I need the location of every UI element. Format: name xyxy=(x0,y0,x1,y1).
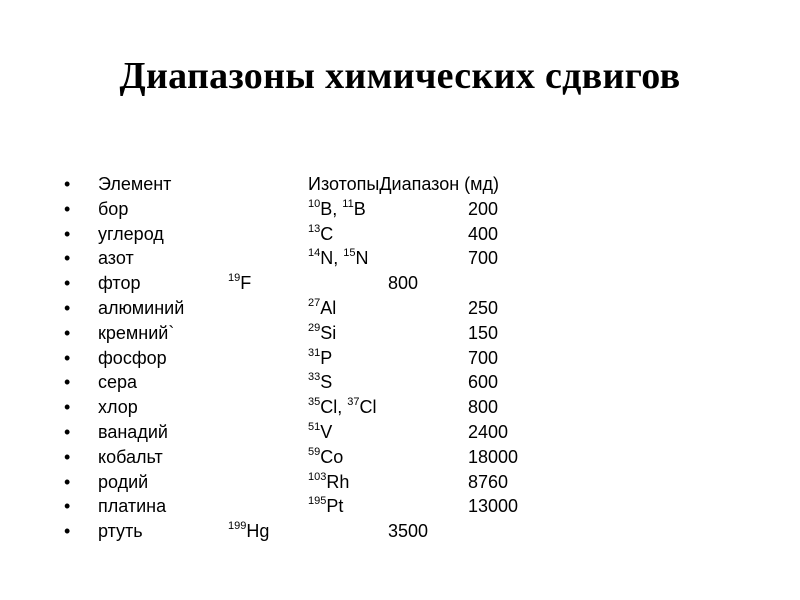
range-value: 18000 xyxy=(468,446,519,467)
isotopes xyxy=(228,271,251,296)
range-value: 3500 xyxy=(388,521,429,542)
list-item xyxy=(0,246,800,271)
isotope-mass: 59 xyxy=(308,445,321,458)
list-item xyxy=(0,296,800,321)
element-name: фтор xyxy=(98,273,141,294)
bullet-icon: • xyxy=(64,297,71,318)
page-title: Диапазоны химических сдвигов xyxy=(119,55,681,97)
header-isotopes xyxy=(308,172,499,197)
isotope-mass: 51 xyxy=(308,420,321,433)
bullet-icon: • xyxy=(64,223,71,244)
bullet-icon: • xyxy=(64,198,71,219)
isotopes xyxy=(308,470,349,495)
range-value: 13000 xyxy=(468,496,519,517)
element-name: платина xyxy=(98,496,167,517)
isotope-symbol: B xyxy=(320,198,333,219)
isotope-separator: , xyxy=(333,248,344,269)
bullet-icon: • xyxy=(64,372,71,393)
isotope-symbol: Al xyxy=(320,297,337,318)
isotope-symbol: P xyxy=(320,347,333,368)
bullet-icon: • xyxy=(64,322,71,343)
header-element: Элемент xyxy=(98,174,172,194)
isotope-symbol: Cl xyxy=(359,397,377,418)
range-value: 8760 xyxy=(468,471,509,492)
element-name: ванадий xyxy=(98,421,168,442)
isotope-mass: 10 xyxy=(308,197,321,210)
element-name: фосфор xyxy=(98,347,167,368)
isotope-symbol: Rh xyxy=(326,471,350,492)
element-name: азот xyxy=(98,248,134,269)
isotope-symbol: B xyxy=(353,198,366,219)
isotope-symbol: N xyxy=(355,248,369,269)
isotope-mass: 103 xyxy=(308,470,327,483)
isotope-symbol: F xyxy=(240,273,252,294)
list-rows xyxy=(0,197,800,544)
bullet-icon: • xyxy=(64,521,71,542)
range-value: 800 xyxy=(468,397,499,418)
range-value: 250 xyxy=(468,297,499,318)
element-name: кобальт xyxy=(98,446,163,467)
isotope-mass: 19 xyxy=(228,272,241,285)
header-isotopes-label: Изотопы xyxy=(308,174,380,194)
list-item xyxy=(0,271,800,296)
isotope-separator: , xyxy=(337,397,348,418)
isotope-mass: 31 xyxy=(308,346,321,359)
isotope-symbol: S xyxy=(320,372,333,393)
range-value: 400 xyxy=(468,223,499,244)
list-item xyxy=(0,519,800,544)
isotope-symbol: Co xyxy=(320,446,344,467)
bullet-icon: • xyxy=(64,347,71,368)
isotopes xyxy=(308,296,336,321)
bullet-icon: • xyxy=(64,248,71,269)
range-value: 600 xyxy=(468,372,499,393)
isotope-symbol: Hg xyxy=(246,521,270,542)
isotopes xyxy=(308,346,332,371)
list-item xyxy=(0,470,800,495)
isotope-separator: , xyxy=(332,198,343,219)
list-item xyxy=(0,420,800,445)
list-item xyxy=(0,197,800,222)
isotopes xyxy=(308,197,366,222)
range-value: 2400 xyxy=(468,421,509,442)
isotope-symbol: C xyxy=(320,223,334,244)
isotope-mass: 33 xyxy=(308,371,321,384)
range-value: 700 xyxy=(468,347,499,368)
element-name: бор xyxy=(98,198,129,219)
list-item xyxy=(0,395,800,420)
element-name: кремний` xyxy=(98,322,175,343)
element-name: алюминий xyxy=(98,297,185,318)
isotope-mass: 195 xyxy=(308,495,327,508)
isotopes xyxy=(308,420,332,445)
isotope-mass: 37 xyxy=(347,396,360,409)
element-name: сера xyxy=(98,372,138,393)
list-item xyxy=(0,494,800,519)
isotopes xyxy=(308,370,332,395)
isotope-mass: 199 xyxy=(228,520,247,533)
element-name: хлор xyxy=(98,397,138,418)
isotope-symbol: Pt xyxy=(326,496,344,517)
isotope-mass: 13 xyxy=(308,222,321,235)
range-value: 150 xyxy=(468,322,499,343)
header-range: Диапазон (мд) xyxy=(379,174,500,194)
isotope-mass: 14 xyxy=(308,247,321,260)
element-name: углерод xyxy=(98,223,164,244)
isotope-symbol: Cl xyxy=(320,397,338,418)
list-item xyxy=(0,346,800,371)
isotopes xyxy=(308,321,336,346)
list-item xyxy=(0,370,800,395)
range-value: 200 xyxy=(468,198,499,219)
isotopes xyxy=(308,222,333,247)
bullet-icon: • xyxy=(64,397,71,418)
bullet-icon: • xyxy=(64,496,71,517)
element-name: родий xyxy=(98,471,149,492)
range-value: 700 xyxy=(468,248,499,269)
isotope-mass: 29 xyxy=(308,321,321,334)
chemical-shift-list xyxy=(0,172,800,544)
bullet-icon: • xyxy=(64,446,71,467)
list-item xyxy=(0,445,800,470)
isotope-mass: 27 xyxy=(308,296,321,309)
range-value: 800 xyxy=(388,273,419,294)
isotopes xyxy=(308,494,343,519)
list-item xyxy=(0,222,800,247)
bullet-icon: • xyxy=(64,421,71,442)
isotope-symbol: V xyxy=(320,421,333,442)
isotope-mass: 35 xyxy=(308,396,321,409)
bullet-icon: • xyxy=(64,273,71,294)
isotope-mass: 11 xyxy=(342,197,354,210)
isotope-symbol: Si xyxy=(320,322,337,343)
isotope-symbol: N xyxy=(320,248,334,269)
isotopes xyxy=(308,395,377,420)
isotopes xyxy=(308,445,343,470)
bullet-icon: • xyxy=(64,174,71,194)
bullet-icon: • xyxy=(64,471,71,492)
list-header-row xyxy=(0,172,800,197)
element-name: ртуть xyxy=(98,521,143,542)
isotopes xyxy=(308,246,369,271)
isotopes xyxy=(228,519,269,544)
list-item xyxy=(0,321,800,346)
isotope-mass: 15 xyxy=(343,247,356,260)
